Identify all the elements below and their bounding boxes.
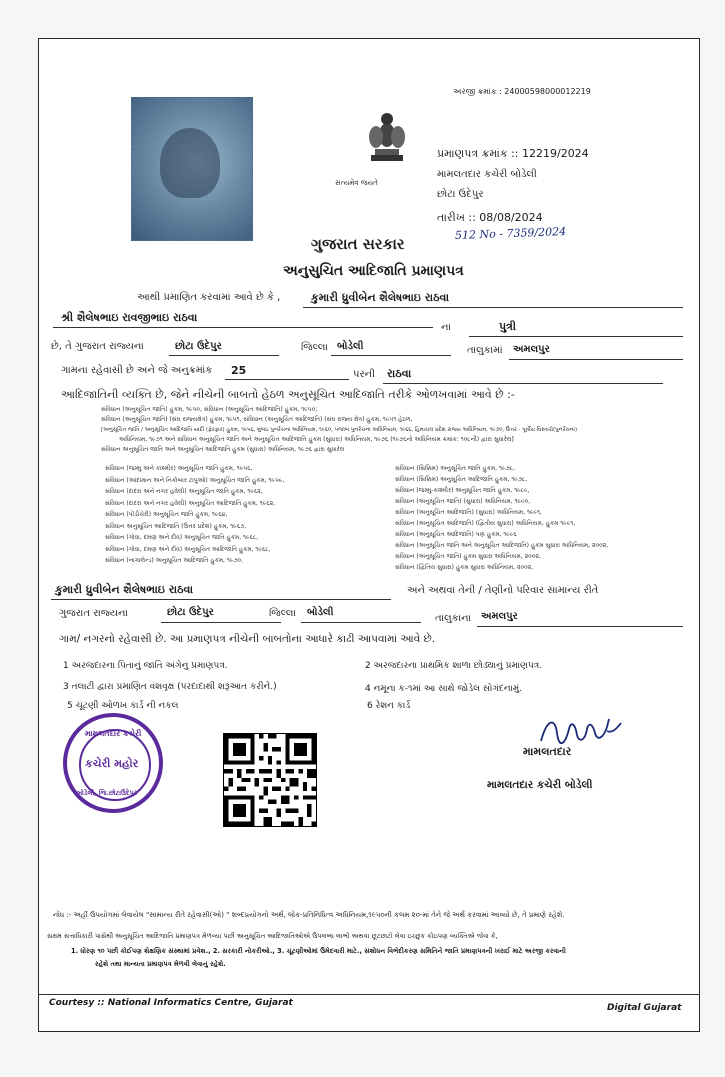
jilla-label: જિલ્લા <box>301 342 328 353</box>
order-line: સંવિધાન (અનુસૂચિત જાતિ) હુકમ, ૧૯૫૦, સંવિધાન (અનુસૂચિત આદિજાતિ) હુકમ, ૧૯૫૦; <box>101 406 318 413</box>
jilla2-label: જિલ્લા <box>269 608 296 619</box>
document-item: 3 તલાટી દ્વારા પ્રમાણિત વંશવૃક્ષ (પરદાદાથી શરૂઆત કરીને.) <box>63 682 277 692</box>
document-item: 1 અરજદારના પિતાનું જાતિ અંગેનુ પ્રમાણપત્ર. <box>63 661 228 671</box>
order-item: સંવિધાન (ગોવા, દમણ અને દીવ) અનુસૂચિત જાતિ હુકમ, ૧૯૬૮, <box>105 534 259 541</box>
national-emblem-icon <box>357 105 417 177</box>
district: છોટા ઉદેપુર <box>175 341 222 352</box>
village: અમલપુર <box>513 344 550 355</box>
government-title: ગુજરાત સરકાર <box>311 235 405 253</box>
order-item: સંવિધાન (અનુસૂચિત જાતિ) હુકમ સુધારા અધિનિયમ, ૨૦૦૨, <box>395 553 541 560</box>
order-item: સંવિધાન (ગોવા, દમણ અને દીવ) અનુસૂચિત આદિજાતિ હુકમ, ૧૯૬૮, <box>105 545 271 553</box>
document-item: 4 નમૂના ક-૧માં આ સાથે જોડેલ સોગંદનામું. <box>365 684 523 694</box>
document-item: 6 રેશન કાર્ડ <box>367 701 411 711</box>
tribe-name: રાઠવા <box>387 367 412 380</box>
father-name: શ્રી શૈલેષભાઇ રાવજીભાઇ રાઠવા <box>61 311 198 324</box>
state-prefix: છે, તે ગુજરાત રાજ્યના <box>51 341 144 352</box>
order-line: સંવિધાન (અનુસૂચિત જાતિ) (સંઘ રાજ્યક્ષેત્ર) હુકમ, ૧૯૫૧, સંવિધાન (અનુસૂચિત આદિજાતિ) (સંઘ રાજ્ય ક્ષેત્ર) હુકમ, ૧૯૫૧ હેઠળ, <box>101 416 413 423</box>
certificate-page <box>38 38 700 1032</box>
order-item: સંવિધાન (અનુસૂચિત આદિજાતિ) (સુધારા) અધિનિયમ, ૧૯૯૧, <box>395 509 542 516</box>
issuing-district: છોટા ઉદેપુર <box>437 189 484 200</box>
order-item: સંવિધાન (આંદામાન અને નિકોબાર ટાપુઓ) અનુસૂચિત જાતિ હુકમ, ૧૯૫૯, <box>105 476 285 484</box>
orders-left-list <box>105 463 284 567</box>
order-item: સંવિધાન (નાગાલેન્ડ) અનુસૂચિત આદિજાતિ હુકમ, ૧૯૭૦, <box>105 557 244 564</box>
office-stamp <box>63 713 163 813</box>
applicant-name: કુમારી ધ્રુવીબેન શૈલેષભાઇ રાઠવા <box>311 291 450 304</box>
order-item: સંવિધાન (જમ્મુ અને કાશ્મીર) અનુસૂચિત જાતિ હુકમ, ૧૯૫૬, <box>105 465 253 472</box>
serial-number: 25 <box>231 364 247 377</box>
order-line: અધિનિયમ, ૧૯૭૧ અને સંવિધાન અનુસૂચિત જાતિ અને અનુસૂચિત આદિજાતિ હુકમ (સુધારા) અધિનિયમ, ૧૯૭૬ (૧૯૭૬નો અધિનિયમ ક્રમાંક: ૧૦૮ની) દ્વારા સુધારેલ] <box>119 436 514 443</box>
applicant-photo <box>131 97 253 241</box>
orders-right-list <box>395 463 608 573</box>
order-item: સંવિધાન (દાદરા અને નગર હવેલી) અનુસૂચિત જાતિ હુકમ, ૧૯૬૨, <box>105 488 263 495</box>
handwritten-number: 512 No - 7359/2024 <box>454 225 567 242</box>
village-repeat: અમલપુર <box>481 611 518 622</box>
applicant-name-repeat: કુમારી ધ્રુવીબેન શૈલેષભાઇ રાઠવા <box>55 583 194 596</box>
courtesy-text: Courtesy :: National Informatics Centre, Gujarat <box>49 998 293 1008</box>
order-item: સંવિધાન (અનુસૂચિત આદિજાતિ) (દ્વિતીય સુધારા) અધિનિયમ, હુકમ ૧૯૯૧, <box>395 520 576 527</box>
basis-text: ગામ/ નગરનો રહેવાસી છે. આ પ્રમાણપત્ર નીચેની બાબતોના આધારે કાઢી આપવામાં આવે છે. <box>59 633 436 645</box>
paranthi-text: પરની <box>353 369 375 380</box>
village-text: ગામના રહેવાસી છે અને જે અનુક્રમાંક <box>61 365 213 376</box>
stamp-center-text: કચેરી મહોર <box>85 757 139 770</box>
family-text: અને અથવા તેની / તેણીનો પરિવાર સામાન્ય રીતે <box>407 585 599 596</box>
certificate-number: પ્રમાણપત્ર ક્રમાંક :: 12219/2024 <box>437 147 589 160</box>
application-number: અરજી ક્રમાંક : 24000598000012219 <box>453 87 591 96</box>
order-item: સંવિધાન (દાદરા અને નગર હવેલી) અનુસૂચિત આદિજાતિ હુકમ, ૧૯૬૨, <box>105 499 276 507</box>
issue-date: તારીખ :: 08/08/2024 <box>437 211 543 224</box>
emblem-motto: સત્યમેવ જયતે <box>335 179 378 187</box>
document-item: 5 ચૂંટણી ઓળખ કાર્ડ ની નકલ <box>67 701 179 711</box>
note-validity: રહેશે તથા માન્યતા પ્રમાણપત્ર મેળવી લેવાનું રહેશે. <box>95 960 226 968</box>
stamp-bottom-text: બોડેલી, જિ.છોટાઉદેપુર <box>77 789 138 797</box>
certificate-title: અનુસુચિત આદિજાતિ પ્રમાણપત્ર <box>283 263 464 279</box>
taluka: બોડેલી <box>337 341 364 352</box>
order-line: [અનુસૂચિત જાતિ / અનુસૂચિત આદિજાતિ યાદી (ફેરફાર) હુકમ, ૧૯૫૬, મુંબઇ પુનર્રચના અધિનિયમ, ૧૯૬૦, પંજાબ પુનર્રચના અધિનિયમ, ૧૯૬૬, હિમાચલ પ્રદેશ રાજ્ય અધિનિયમ, ૧૯૭૦, ઉત્તર - પૂર્વીય વિસ્તારો(પુનર્રચના) <box>101 427 578 433</box>
order-line: સંવિધાન અનુસૂચિત જાતિ અને અનુસૂચિત આદિજાતિ હુકમ (સુધારા) અધિનિયમ, ૧૯૭૬ દ્વારા સુધારેલ <box>101 446 345 453</box>
relation-prefix: ના <box>441 322 451 333</box>
order-item: સંવિધાન (પોંડીચેરી) અનુસૂચિત જાતિ હુકમ, ૧૯૬૪, <box>105 511 228 518</box>
order-item: સંવિધાન (દ્વિતિય સુધારા) હુકમ સુધારા અધિનિયમ, ૨૦૦૨, <box>395 564 534 571</box>
note-usual-resident: નોંધ :- અહીં ઉપયોગમાં લેવાયેલ "સામાન્ય રીતે રહેવાસી(ઓ) " શબ્દપ્રયોગનો અર્થ, લોક-પ્રતિનિધિત્વ અધિનિયમ,૧૯૫૦ની કલમ ૨૦-માં તેને જે અર્થ કરવામાં આવ્યો છે, તે પ્રમાણે રહેશે. <box>53 911 565 919</box>
taluka-label: તાલુકામાં <box>467 345 503 356</box>
relation: પુત્રી <box>499 320 517 333</box>
note-purposes: 1. ધોરણ ૧૦ પછી કોઈપણ શૈક્ષણિક સંસ્થામાં પ્રવેશ., 2. સરકારી નોકરીઓ., 3. ચૂંટણીઓમાં ઉમેદવારી માટે., સંશોધન વિભેદીકરણ સમિતિને જાતિ પ્રમાણપત્રની ખરાઈ માટે અરજી કરવાની <box>71 947 566 955</box>
orders-block <box>101 405 701 455</box>
order-item: સંવિધાન અનુસૂચિત આદિજાતિ (ઉત્તર પ્રદેશ) હુકમ, ૧૯૬૭, <box>105 522 247 530</box>
signing-office: મામલતદાર કચેરી બોડેલી <box>487 779 593 791</box>
state2-prefix: ગુજરાત રાજ્યના <box>59 608 128 619</box>
order-item: સંવિધાન (અનુસૂચિત જાતિ) (સુધારા) અધિનિયમ, ૧૯૯૦, <box>395 498 531 505</box>
issuing-office: મામલતદાર કચેરી બોડેલી <box>437 169 537 180</box>
taluka-repeat: બોડેલી <box>307 607 334 618</box>
order-item: સંવિધાન (જમ્મુ-કાશ્મીર) અનુસૂચિત જાતિ હુકમ, ૧૯૮૯, <box>395 487 530 494</box>
recognized-text: આદિજાતિની વ્યક્તિ છે, જેને નીચેની બાબતો હેઠળ અનુસૂચિત આદિજાતિ તરીકે ઓળખવામાં આવે છે :- <box>61 388 515 401</box>
designation: મામલતદાર <box>523 745 572 758</box>
stamp-top-text: મામલતદાર કચેરી <box>85 729 142 738</box>
order-item: સંવિધાન (અનુસૂચિત જાતિ અને અનુસૂચિત આદિજાતિ) હુકમ સુધારા અધિનિયમ, ૨૦૦૨, <box>395 542 609 549</box>
note-benefits: સક્ષમ સત્તાધિકારી પાસેથી અનુસૂચિત આદિજાતિ પ્રમાણપત્ર મેળવ્યા પછી અનુસૂચિત આદિજાતિઓએ ઉપલબ્ધ લાભો અથવા છૂટછાટો લેવા ઇચ્છુક કોઇપણ વ્યક્તિએ જેવા કે, <box>47 932 498 940</box>
order-item: સંવિધાન (સિક્કિમ) અનુસૂચિત આદિજાતિ હુકમ, ૧૯૭૮, <box>395 476 528 483</box>
certify-text: આથી પ્રમાણિત કરવામાં આવે છે કે , <box>137 292 281 303</box>
district-repeat: છોટા ઉદેપુર <box>167 607 214 618</box>
document-item: 2 અરજદારના પ્રાથમિક શાળા છોડ્યાનું પ્રમાણપત્ર. <box>365 661 543 671</box>
order-item: સંવિધાન (અનુસૂચિત આદિજાતિ) પણ હુકમ, ૧૯૯૬ <box>395 531 517 538</box>
digital-gujarat-text: Digital Gujarat <box>607 1003 682 1013</box>
qr-code <box>223 733 317 827</box>
order-item: સંવિધાન (સિક્કિમ) અનુસૂચિત જાતિ હુકમ, ૧૯૭૮, <box>395 465 515 472</box>
taluka2-label: તાલુકાના <box>435 613 472 624</box>
